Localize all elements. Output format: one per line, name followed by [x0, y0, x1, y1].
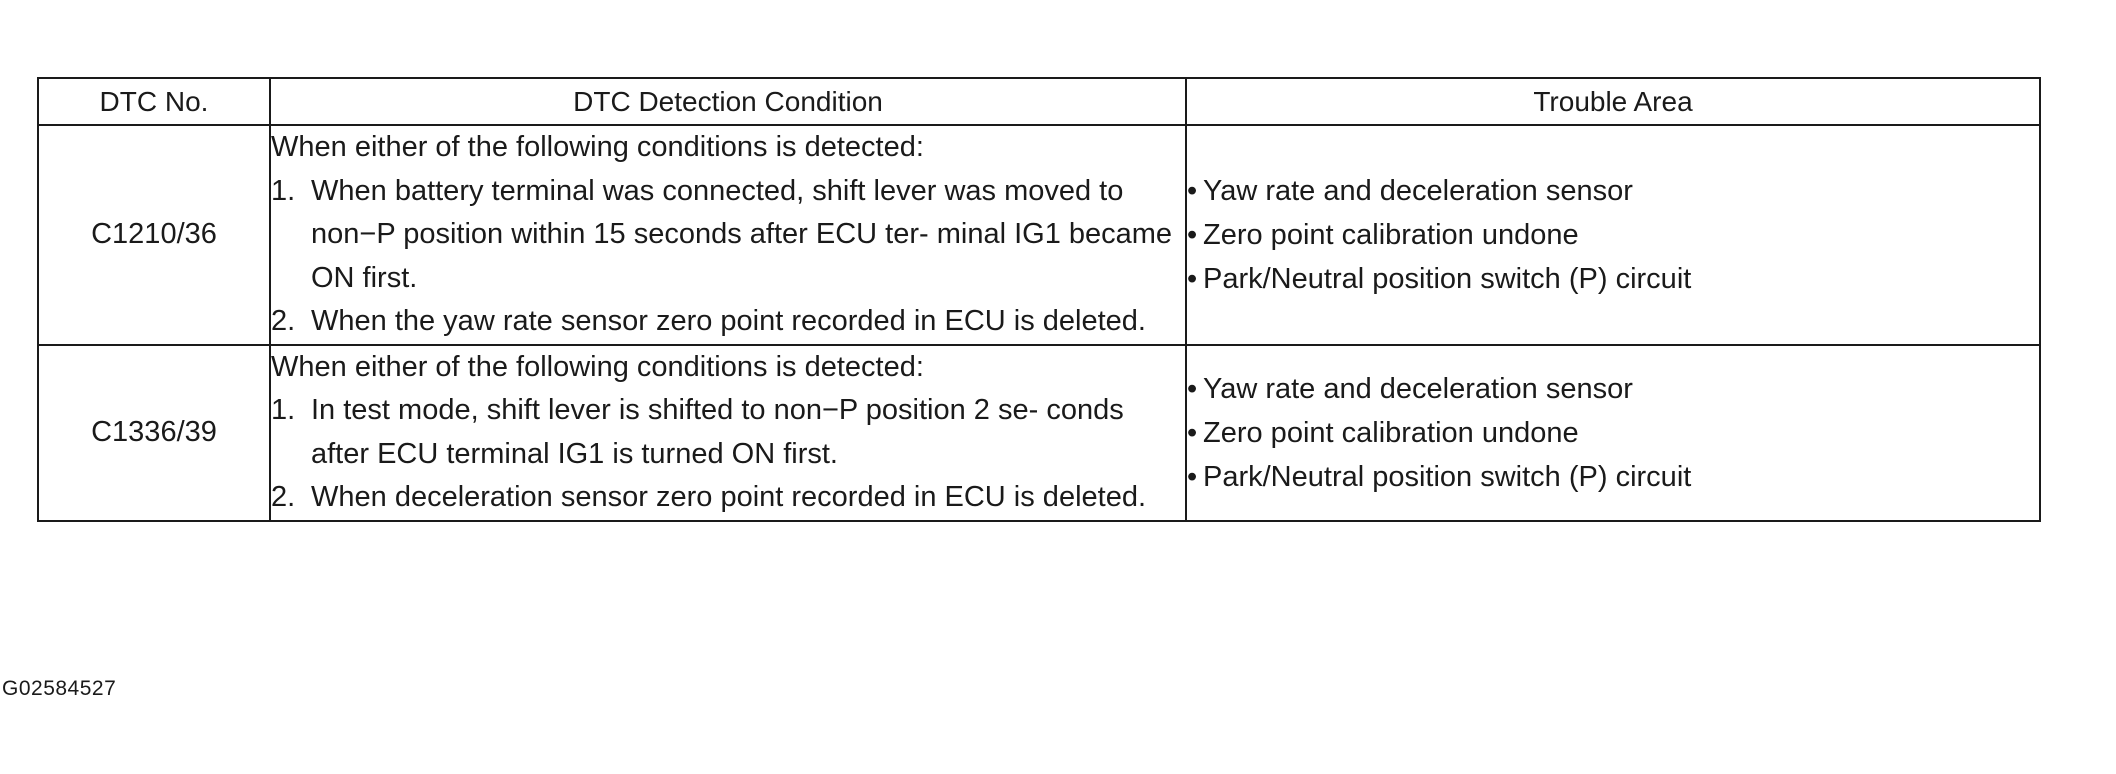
trouble-area-text: Zero point calibration undone — [1203, 416, 1579, 449]
bullet-icon: • — [1187, 262, 1198, 295]
table-header — [38, 78, 2040, 125]
trouble-area-item — [1187, 257, 2039, 301]
bullet-icon: • — [1187, 218, 1198, 251]
header-dtc-no: DTC No. — [38, 78, 270, 125]
figure-code: G02584527 — [2, 677, 117, 700]
trouble-area-cell — [1186, 125, 2040, 345]
trouble-area-item — [1187, 367, 2039, 411]
header-row — [38, 78, 2040, 125]
detection-condition-cell — [270, 125, 1186, 345]
detection-condition-cell — [270, 345, 1186, 521]
trouble-area-cell — [1186, 345, 2040, 521]
bullet-icon: • — [1187, 372, 1198, 405]
condition-number: 2. — [271, 481, 296, 513]
condition-intro: When either of the following conditions is detected: — [271, 131, 924, 163]
condition-item — [271, 476, 1185, 520]
trouble-area-text: Zero point calibration undone — [1203, 218, 1579, 251]
trouble-area-item — [1187, 213, 2039, 257]
table-row — [38, 125, 2040, 345]
condition-text: When deceleration sensor zero point recorded in ECU is deleted. — [311, 481, 1147, 513]
condition-list — [271, 389, 1185, 520]
bullet-icon: • — [1187, 174, 1198, 207]
condition-item — [271, 300, 1185, 344]
trouble-area-list — [1187, 169, 2039, 301]
condition-item — [271, 389, 1185, 476]
dtc-table — [37, 77, 2041, 522]
condition-item — [271, 170, 1185, 301]
table-row — [38, 345, 2040, 521]
dtc-code: C1210/36 — [38, 125, 270, 345]
trouble-area-text: Yaw rate and deceleration sensor — [1203, 174, 1633, 207]
condition-text: When battery terminal was connected, shift lever was moved to non−P position within 15 seconds after ECU ter- minal IG1 became ON first. — [311, 174, 1173, 294]
condition-number: 2. — [271, 305, 296, 337]
trouble-area-item — [1187, 455, 2039, 499]
dtc-code: C1336/39 — [38, 345, 270, 521]
trouble-area-list — [1187, 367, 2039, 499]
condition-intro: When either of the following conditions is detected: — [271, 350, 924, 383]
condition-list — [271, 170, 1185, 344]
header-detection-condition: DTC Detection Condition — [270, 78, 1186, 125]
trouble-area-text: Yaw rate and deceleration sensor — [1203, 372, 1633, 405]
header-trouble-area: Trouble Area — [1186, 78, 2040, 125]
trouble-area-text: Park/Neutral position switch (P) circuit — [1203, 460, 1692, 493]
bullet-icon: • — [1187, 460, 1198, 493]
trouble-area-text: Park/Neutral position switch (P) circuit — [1203, 262, 1692, 295]
condition-number: 1. — [271, 394, 296, 426]
condition-text: When the yaw rate sensor zero point recorded in ECU is deleted. — [311, 305, 1146, 337]
condition-number: 1. — [271, 174, 296, 207]
trouble-area-item — [1187, 411, 2039, 455]
condition-text: In test mode, shift lever is shifted to non−P position 2 se- conds after ECU terminal IG1 is turned ON first. — [311, 394, 1124, 470]
trouble-area-item — [1187, 169, 2039, 213]
bullet-icon: • — [1187, 416, 1198, 449]
